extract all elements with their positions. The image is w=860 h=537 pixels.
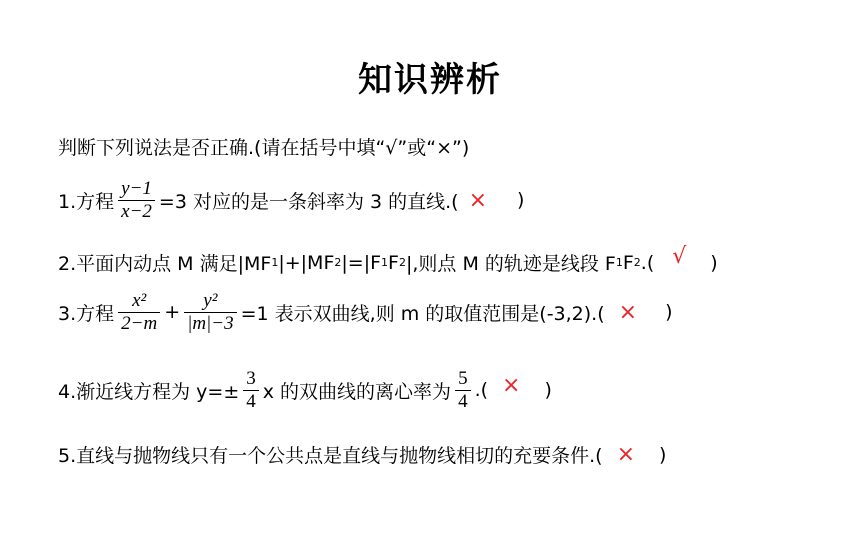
- statement-5: [58, 441, 666, 468]
- statement-3-prefix: 3.方程: [58, 302, 115, 325]
- fraction-numerator: 3: [246, 368, 256, 389]
- fraction: [118, 178, 155, 223]
- instruction-text: [58, 133, 469, 160]
- statement-4: [58, 368, 552, 413]
- close-paren: ): [544, 379, 552, 402]
- close-paren: ): [665, 301, 673, 324]
- statement-2-text: 2.平面内动点 M 满足|MF: [58, 253, 272, 275]
- fraction: [118, 290, 160, 335]
- statement-2-text: F: [622, 251, 634, 274]
- subscript: 1: [271, 256, 279, 269]
- instruction-label: 判断下列说法是否正确.(请在括号中填“√”或“×”): [58, 137, 470, 159]
- fraction-denominator: 4: [455, 390, 471, 413]
- plus-sign: +: [164, 301, 181, 324]
- subscript: 2: [633, 256, 641, 269]
- statement-2-text: |+|MF: [278, 251, 335, 274]
- fraction-numerator: x²: [132, 290, 147, 311]
- check-mark: √: [672, 244, 687, 269]
- fraction-denominator: x−2: [118, 200, 155, 223]
- statement-3: [58, 290, 673, 335]
- subscript: 2: [334, 256, 342, 269]
- statement-2-text: F: [388, 251, 399, 274]
- statement-2: [58, 244, 718, 276]
- fraction-numerator: y²: [203, 290, 218, 311]
- subscript: 2: [398, 256, 406, 269]
- statement-3-text: =1 表示双曲线,则 m 的取值范围是(-3,2).(: [240, 302, 605, 325]
- cross-mark: ×: [616, 442, 636, 467]
- cross-mark: ×: [502, 372, 521, 398]
- page-title: 知识辨析: [358, 60, 502, 100]
- statement-1: [58, 178, 524, 223]
- fraction-denominator: 2−m: [118, 312, 160, 335]
- subscript: 1: [615, 256, 623, 269]
- close-paren: ): [517, 189, 525, 212]
- fraction: [243, 368, 259, 413]
- fraction-numerator: 5: [458, 368, 468, 389]
- cross-mark: ×: [468, 187, 488, 213]
- fraction-numerator: y−1: [121, 178, 152, 199]
- statement-2-text: .(: [640, 251, 655, 274]
- cross-mark: ×: [618, 299, 638, 325]
- fraction: [455, 368, 471, 413]
- statement-4-text: x 的双曲线的离心率为: [262, 380, 452, 403]
- close-paren: ): [659, 443, 667, 466]
- statement-1-text: =3 对应的是一条斜率为 3 的直线.(: [158, 190, 459, 213]
- subscript: 1: [381, 256, 389, 269]
- close-paren: ): [710, 251, 718, 274]
- statement-2-text: |=|F: [341, 251, 382, 274]
- fraction-denominator: 4: [243, 390, 259, 413]
- statement-2-text: |,则点 M 的轨迹是线段 F: [405, 253, 616, 275]
- fraction: [184, 290, 237, 335]
- statement-5-text: 5.直线与抛物线只有一个公共点是直线与抛物线相切的充要条件.(: [58, 445, 603, 467]
- statement-4-prefix: 4.渐近线方程为 y=±: [58, 380, 240, 403]
- statement-4-text: .(: [474, 379, 489, 402]
- statement-1-prefix: 1.方程: [58, 190, 115, 213]
- fraction-denominator: |m|−3: [184, 312, 237, 335]
